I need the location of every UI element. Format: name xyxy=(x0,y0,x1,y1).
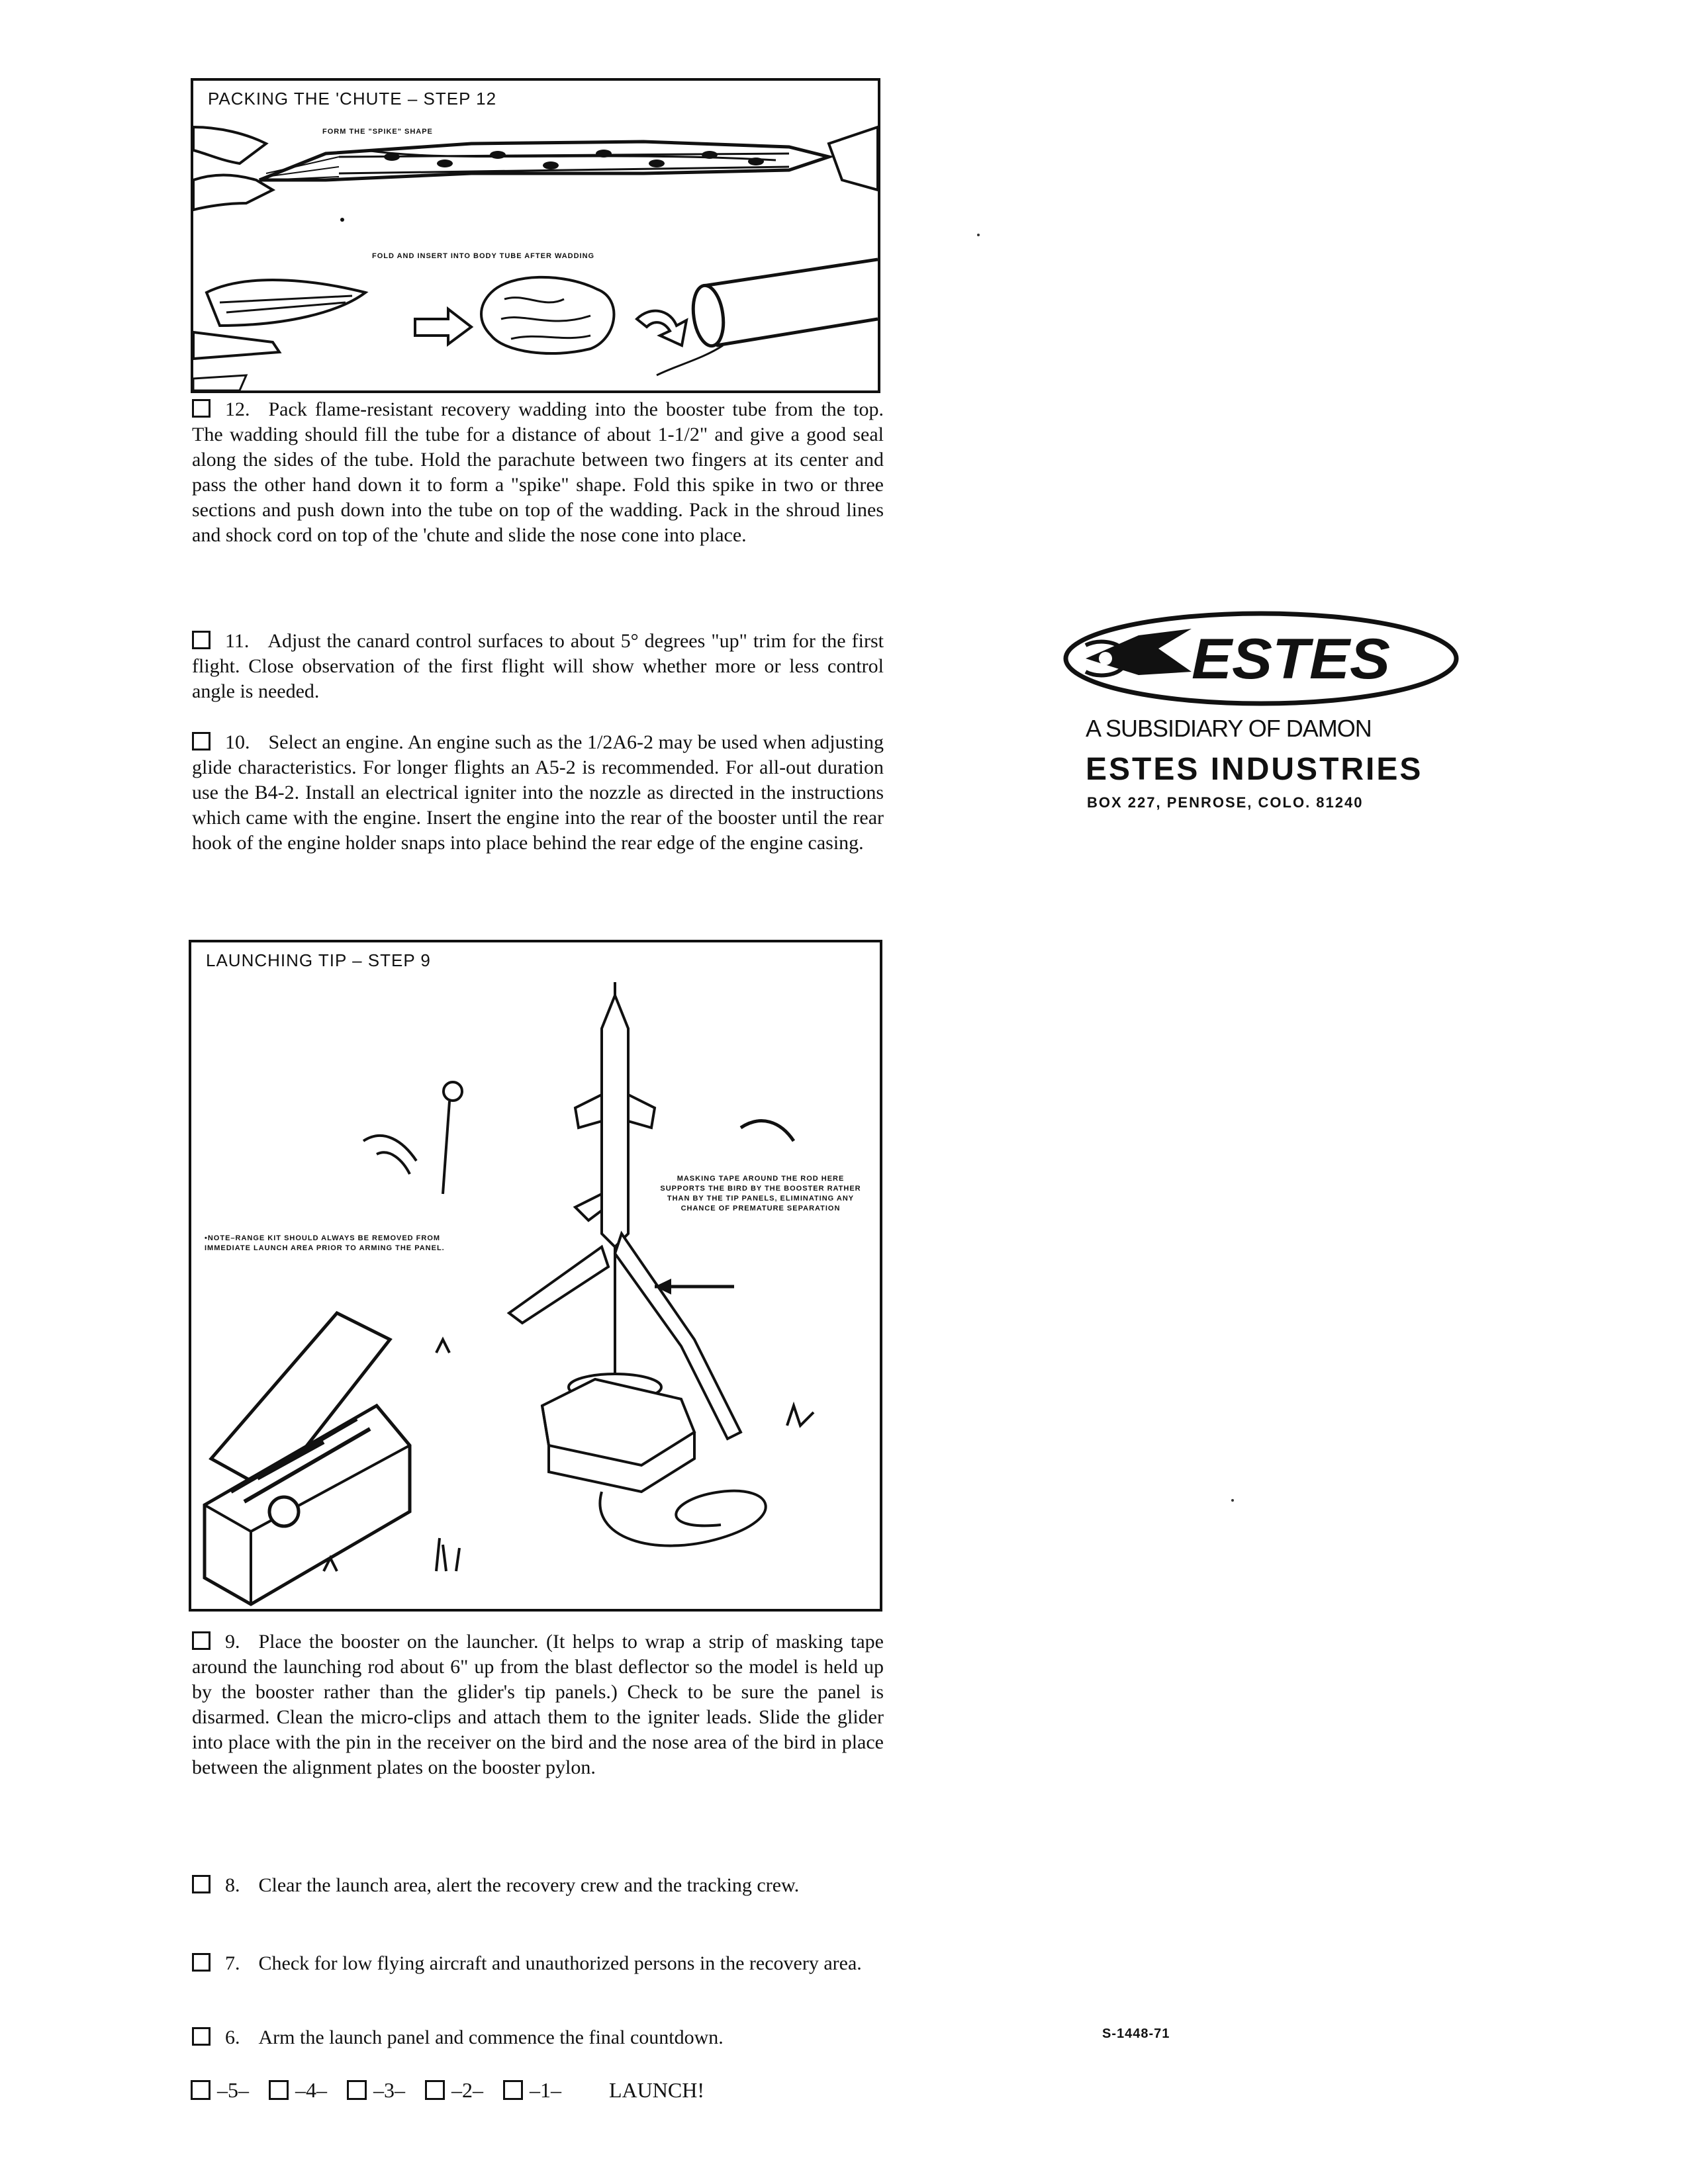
step-10-checkbox[interactable] xyxy=(192,732,211,751)
figure-packing-title: PACKING THE 'CHUTE – STEP 12 xyxy=(208,89,497,109)
countdown-5-checkbox[interactable] xyxy=(191,2080,211,2100)
step-9-text: Place the booster on the launcher. (It helps to wrap a strip of masking tape around the launching rod about 6" up from the blast deflector so the model is held up by the booster rather than the glider's tip panels.) Check to be sure the panel is disarmed. Clean the micro-clips and attach them to the igniter leads. Slide the glider into place with the pin in the receiver on the bird and the nose area of the bird in place between the alignment plates on the booster pylon. xyxy=(192,1631,884,1778)
step-9: 9. Place the booster on the launcher. (It helps to wrap a strip of masking tape around the launching rod about 6" up from the blast deflector so the model is held up by the booster rather than the glider's tip panels.) Check to be sure the panel is disarmed. Clean the micro-clips and attach them to the igniter leads. Slide the glider into place with the pin in the receiver on the bird and the nose area of the bird in place between the alignment plates on the booster pylon. xyxy=(192,1631,884,1778)
caption-fold-insert: FOLD AND INSERT INTO BODY TUBE AFTER WADDING xyxy=(372,252,595,260)
brand-address: BOX 227, PENROSE, COLO. 81240 xyxy=(1087,794,1364,811)
countdown-1-checkbox[interactable] xyxy=(503,2080,523,2100)
countdown-4-checkbox[interactable] xyxy=(269,2080,289,2100)
logo-text: ESTES xyxy=(1192,627,1390,691)
countdown-4-label: –4– xyxy=(295,2078,327,2102)
step-11-text: Adjust the canard control surfaces to about 5° degrees "up" trim for the first flight. Close observation of the first flight will show whether more or less control angle is needed. xyxy=(192,630,884,702)
step-7-text: Check for low flying aircraft and unauthorized persons in the recovery area. xyxy=(258,1952,862,1974)
countdown-2-checkbox[interactable] xyxy=(425,2080,445,2100)
figure-launching-title: LAUNCHING TIP – STEP 9 xyxy=(206,950,431,970)
step-8-text: Clear the launch area, alert the recovery crew and the tracking crew. xyxy=(258,1874,800,1896)
note-range-kit: •NOTE–RANGE KIT SHOULD ALWAYS BE REMOVED FROM IMMEDIATE LAUNCH AREA PRIOR TO ARMING THE PANEL. xyxy=(205,1234,445,1252)
document-number: S-1448-71 xyxy=(1102,2026,1170,2041)
countdown-3-checkbox[interactable] xyxy=(347,2080,367,2100)
launch-label: LAUNCH! xyxy=(609,2078,704,2102)
launcher-illustration xyxy=(191,942,880,1609)
countdown-row xyxy=(191,2078,704,2103)
estes-logo xyxy=(1059,609,1470,708)
parachute-illustration xyxy=(193,81,878,390)
step-8: 8. Clear the launch area, alert the recovery crew and the tracking crew. xyxy=(192,1873,884,1898)
figure-packing-chute xyxy=(191,78,880,393)
brand-subsidiary: A SUBSIDIARY OF DAMON xyxy=(1086,715,1372,742)
step-6-text: Arm the launch panel and commence the final countdown. xyxy=(258,2026,724,2048)
figure-launching-tip xyxy=(189,940,882,1612)
brand-name: ESTES INDUSTRIES xyxy=(1086,752,1423,787)
step-12-text: Pack flame-resistant recovery wadding into the booster tube from the top. The wadding should fill the tube for a distance of about 1-1/2" and give a good seal along the sides of the tube. Hold the parachute between two fingers at its center and pass the other hand down it to form a "spike" shape. Fold this spike in two or three sections and push down into the tube on top of the wadding. Pack in the shroud lines and shock cord on top of the 'chute and slide the nose cone into place. xyxy=(192,398,884,546)
speck xyxy=(977,234,980,236)
countdown-2-label: –2– xyxy=(451,2078,483,2102)
countdown-5-label: –5– xyxy=(217,2078,249,2102)
step-6-checkbox[interactable] xyxy=(192,2027,211,2046)
step-12-checkbox[interactable] xyxy=(192,399,211,418)
step-11: 11. Adjust the canard control surfaces to about 5° degrees "up" trim for the first flight. Close observation of the first flight will show whether more or less control angle is needed. xyxy=(192,630,884,702)
step-6: 6. Arm the launch panel and commence the final countdown. xyxy=(192,2025,884,2050)
step-10-text: Select an engine. An engine such as the 1/2A6-2 may be used when adjusting glide characteristics. For longer flights an A5-2 is recommended. For all-out duration use the B4-2. Install an electrical igniter into the nozzle as directed in the instructions which came with the engine. Insert the engine into the rear of the booster until the rear hook of the engine holder snaps into place behind the rear edge of the engine casing. xyxy=(192,731,884,854)
step-8-checkbox[interactable] xyxy=(192,1875,211,1893)
note-masking-tape: MASKING TAPE AROUND THE ROD HERE SUPPORTS THE BIRD BY THE BOOSTER RATHER THAN BY THE TIP PANELS, ELIMINATING ANY CHANCE OF PREMATURE SEPARATION xyxy=(660,1175,861,1212)
caption-spike: FORM THE "SPIKE" SHAPE xyxy=(322,128,433,136)
step-11-checkbox[interactable] xyxy=(192,631,211,649)
countdown-3-label: –3– xyxy=(373,2078,405,2102)
step-10: 10. Select an engine. An engine such as the 1/2A6-2 may be used when adjusting glide characteristics. For longer flights an A5-2 is recommended. For all-out duration use the B4-2. Install an electrical igniter into the nozzle as directed in the instructions which came with the engine. Insert the engine into the rear of the booster until the rear hook of the engine holder snaps into place behind the rear edge of the engine casing. xyxy=(192,731,884,854)
step-9-checkbox[interactable] xyxy=(192,1631,211,1650)
step-7-checkbox[interactable] xyxy=(192,1953,211,1972)
countdown-1-label: –1– xyxy=(530,2078,561,2102)
step-7: 7. Check for low flying aircraft and unauthorized persons in the recovery area. xyxy=(192,1951,884,1976)
speck xyxy=(1231,1499,1234,1502)
step-12: 12. Pack flame-resistant recovery wadding into the booster tube from the top. The wadding should fill the tube for a distance of about 1-1/2" and give a good seal along the sides of the tube. Hold the parachute between two fingers at its center and pass the other hand down it to form a "spike" shape. Fold this spike in two or three sections and push down into the tube on top of the wadding. Pack in the shroud lines and shock cord on top of the 'chute and slide the nose cone into place. xyxy=(192,398,884,546)
